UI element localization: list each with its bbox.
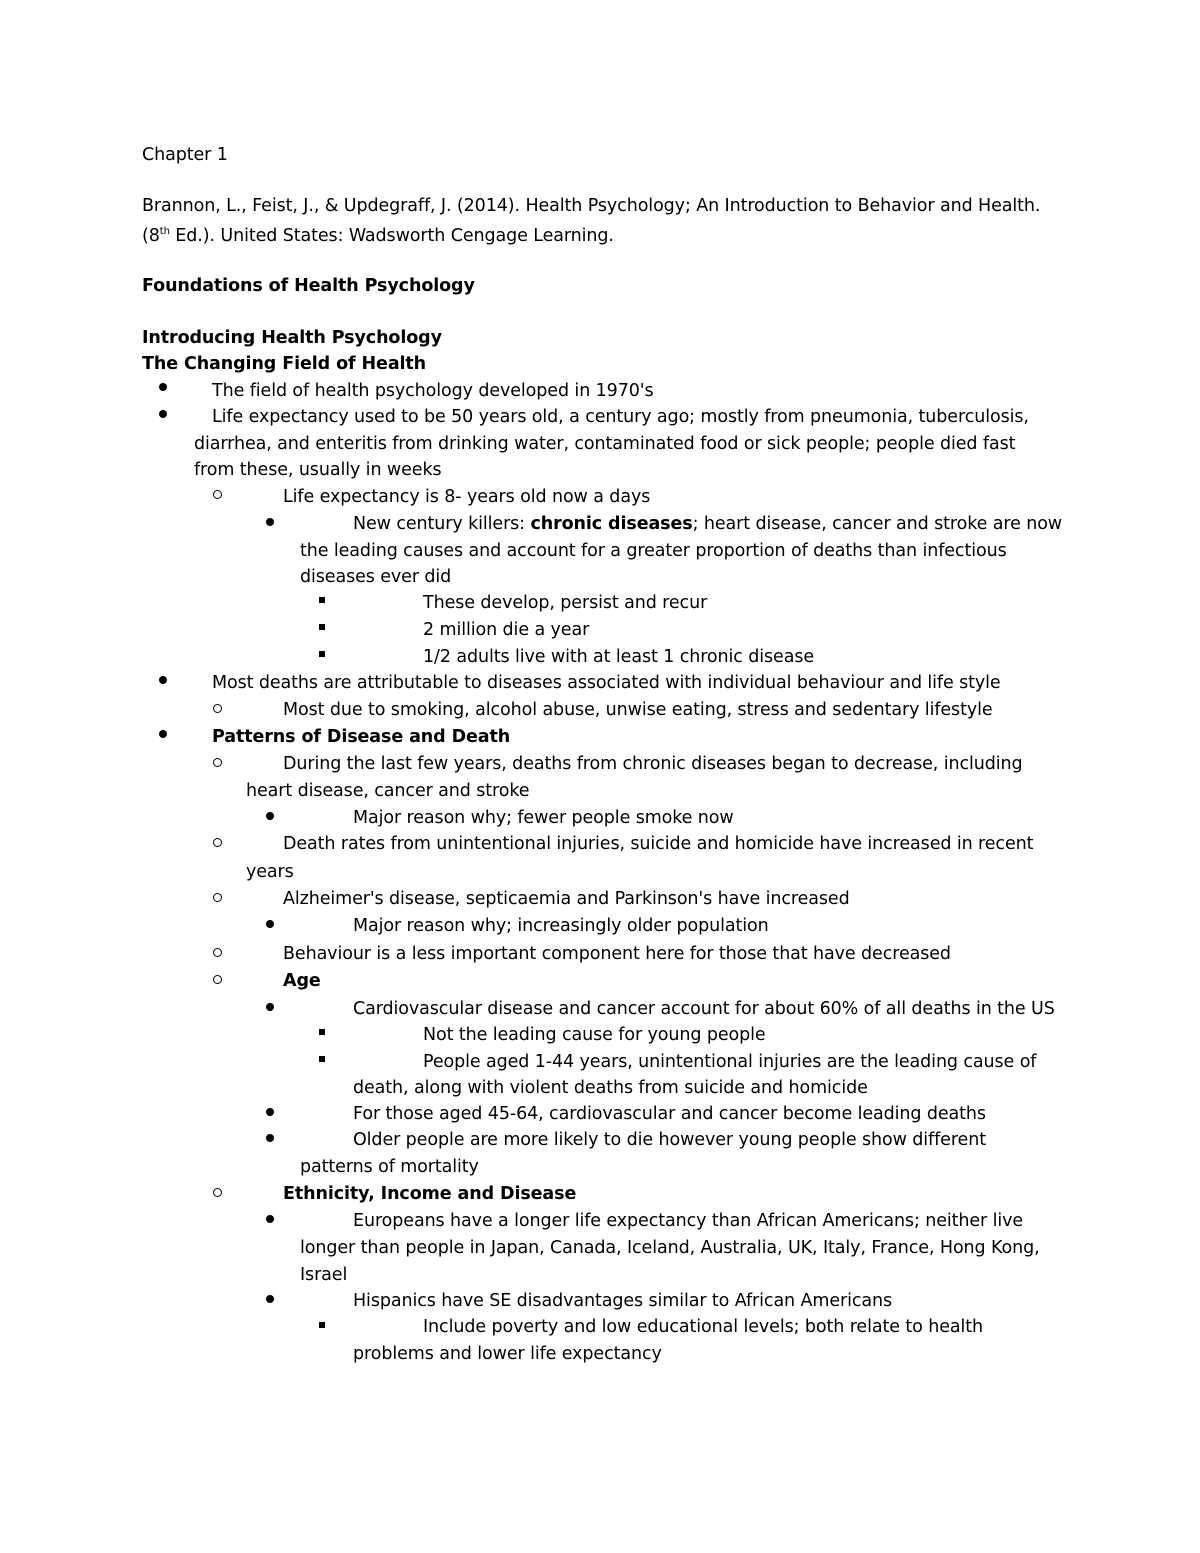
citation-post: Ed.). United States: Wadsworth Cengage Learning. (169, 226, 614, 246)
list-item-continuation: longer than people in Japan, Canada, Iceland, Australia, UK, Italy, France, Hong Kong, (300, 1238, 1040, 1258)
list-item: Older people are more likely to die however young people show different (353, 1130, 986, 1150)
bullet-square-icon (319, 1312, 329, 1339)
list-item: These develop, persist and recur (423, 593, 708, 613)
bullet-disc-icon (159, 374, 169, 401)
subsubsection-title: The Changing Field of Health (142, 354, 427, 374)
list-item: During the last few years, deaths from chronic diseases began to decrease, including (283, 754, 1023, 774)
list-item: 2 million die a year (423, 620, 590, 640)
list-item-continuation: from these, usually in weeks (194, 460, 442, 480)
chapter-heading: Chapter 1 (142, 145, 228, 165)
list-item-continuation: Israel (300, 1265, 348, 1285)
bullet-circle-icon (213, 829, 223, 856)
bullet-disc-icon (266, 911, 276, 938)
bullet-circle-icon (213, 695, 223, 722)
list-item-heading: Patterns of Disease and Death (212, 727, 511, 747)
bullet-disc-icon (266, 1099, 276, 1126)
citation-line-1: Brannon, L., Feist, J., & Updegraff, J. (2014). Health Psychology; An Introduction to Behavior and Health. (142, 196, 1041, 216)
list-item-heading: Ethnicity, Income and Disease (283, 1184, 577, 1204)
list-item: Europeans have a longer life expectancy than African Americans; neither live (353, 1211, 1024, 1231)
section-title: Foundations of Health Psychology (142, 276, 475, 296)
bullet-disc-icon (266, 1286, 276, 1313)
list-item-heading: Age (283, 971, 321, 991)
list-item-bold: chronic diseases (530, 514, 693, 534)
list-item: Life expectancy used to be 50 years old, a century ago; mostly from pneumonia, tuberculosis, (212, 407, 1029, 427)
list-item-continuation: patterns of mortality (300, 1157, 479, 1177)
list-item: Most due to smoking, alcohol abuse, unwise eating, stress and sedentary lifestyle (283, 700, 993, 720)
bullet-square-icon (319, 587, 329, 614)
bullet-circle-icon (213, 481, 223, 508)
list-item-pre: New century killers: (353, 514, 531, 534)
bullet-disc-icon (266, 994, 276, 1021)
list-item-post: ; heart disease, cancer and stroke are now (692, 514, 1063, 534)
list-item-continuation: diarrhea, and enteritis from drinking water, contaminated food or sick people; people died fast (194, 434, 1016, 454)
list-item: Cardiovascular disease and cancer account for about 60% of all deaths in the US (353, 999, 1055, 1019)
list-item: Behaviour is a less important component here for those that have decreased (283, 944, 951, 964)
list-item: Major reason why; increasingly older population (353, 916, 769, 936)
list-item-continuation: heart disease, cancer and stroke (246, 781, 530, 801)
bullet-square-icon (319, 1046, 329, 1073)
bullet-disc-icon (159, 721, 169, 748)
list-item: Include poverty and low educational levels; both relate to health (423, 1317, 983, 1337)
citation-sup: th (159, 226, 170, 238)
subsection-title: Introducing Health Psychology (142, 328, 442, 348)
bullet-disc-icon (159, 401, 169, 428)
bullet-circle-icon (213, 966, 223, 993)
bullet-disc-icon (266, 803, 276, 830)
bullet-disc-icon (266, 509, 276, 536)
bullet-disc-icon (266, 1125, 276, 1152)
list-item-continuation: problems and lower life expectancy (353, 1344, 662, 1364)
bullet-circle-icon (213, 884, 223, 911)
list-item: Hispanics have SE disadvantages similar to African Americans (353, 1291, 893, 1311)
citation-pre: (8 (142, 226, 160, 246)
list-item-continuation: diseases ever did (300, 567, 452, 587)
bullet-square-icon (319, 1019, 329, 1046)
list-item: Death rates from unintentional injuries, suicide and homicide have increased in recent (283, 834, 1034, 854)
list-item: Major reason why; fewer people smoke now (353, 808, 734, 828)
bullet-circle-icon (213, 939, 223, 966)
bullet-square-icon (319, 641, 329, 668)
list-item: 1/2 adults live with at least 1 chronic disease (423, 647, 815, 667)
list-item: People aged 1-44 years, unintentional injuries are the leading cause of (423, 1052, 1037, 1072)
bullet-circle-icon (213, 1179, 223, 1206)
list-item-continuation: death, along with violent deaths from suicide and homicide (353, 1078, 868, 1098)
list-item-continuation: years (246, 862, 294, 882)
list-item: Most deaths are attributable to diseases associated with individual behaviour and life style (212, 673, 1001, 693)
list-item-continuation: the leading causes and account for a greater proportion of deaths than infectious (300, 541, 1007, 561)
list-item (353, 511, 1062, 538)
citation-line-2 (142, 223, 614, 250)
list-item: For those aged 45-64, cardiovascular and cancer become leading deaths (353, 1104, 986, 1124)
bullet-circle-icon (213, 749, 223, 776)
list-item: Alzheimer's disease, septicaemia and Parkinson's have increased (283, 889, 850, 909)
bullet-disc-icon (159, 667, 169, 694)
bullet-disc-icon (266, 1206, 276, 1233)
list-item: The field of health psychology developed in 1970's (212, 381, 654, 401)
bullet-square-icon (319, 614, 329, 641)
list-item: Life expectancy is 8- years old now a days (283, 487, 651, 507)
list-item: Not the leading cause for young people (423, 1025, 766, 1045)
